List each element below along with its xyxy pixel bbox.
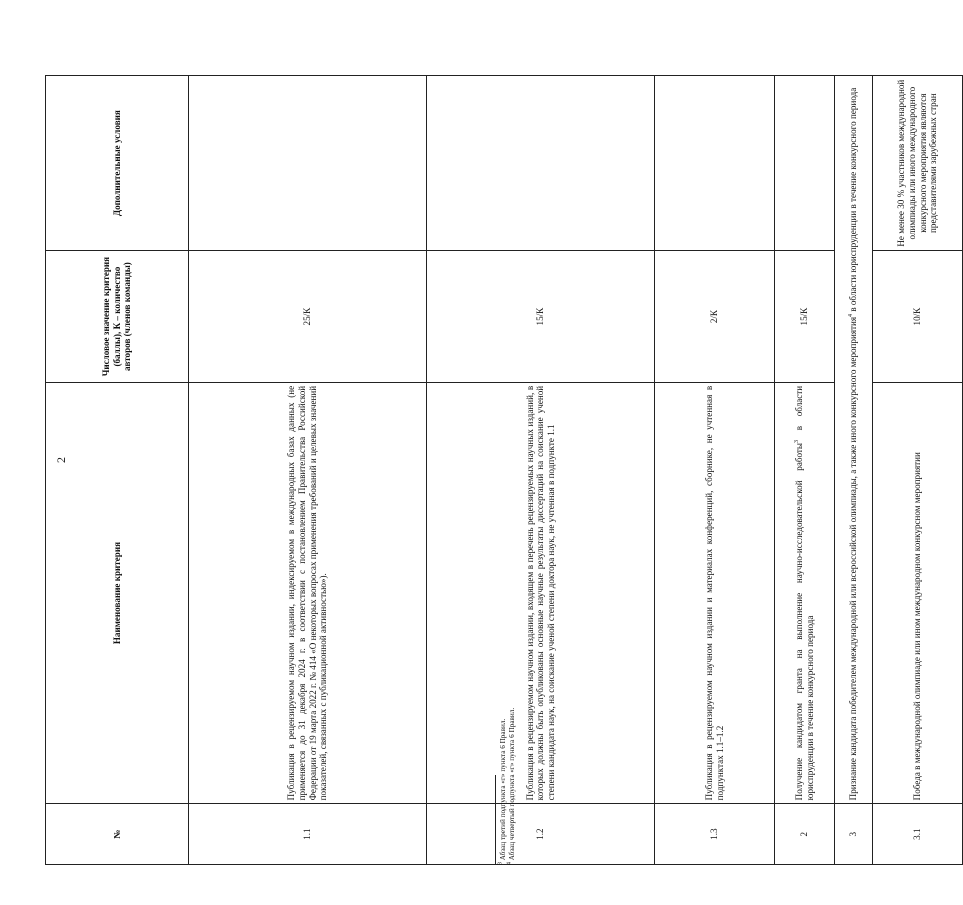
section-title xyxy=(835,76,873,804)
row-number: 1.2 xyxy=(427,804,655,865)
criterion-name xyxy=(775,382,835,803)
criterion-value: 25/К xyxy=(189,251,427,383)
section-title-text: в области юриспруденции в течение конкурсного периода xyxy=(848,87,859,314)
footnotes xyxy=(495,505,516,865)
page-number: 2 xyxy=(54,457,68,463)
criterion-conditions xyxy=(775,76,835,251)
table-row xyxy=(873,76,963,865)
footnote-ref: 3 xyxy=(793,439,800,443)
header-conditions: Дополнительные условия xyxy=(46,76,189,251)
row-number: 2 xyxy=(775,804,835,865)
criterion-name-text: в области юриспруденции в течение конкурсного периода xyxy=(793,385,815,801)
table-row xyxy=(655,76,775,865)
row-number: 1.1 xyxy=(189,804,427,865)
header-name: Наименование критерия xyxy=(46,382,189,803)
footnote xyxy=(508,505,517,865)
criterion-name-text: Получение кандидатом гранта на выполнение научно-исследовательской работы xyxy=(793,442,804,801)
table-section-row xyxy=(835,76,873,865)
criterion-value: 15/К xyxy=(427,251,655,383)
footnote-marker: 3 xyxy=(497,862,504,865)
criterion-name: Публикация в рецензируемом научном издании и материалах конференций, сборнике, не учтенная в подпунктах 1.1–1.2 xyxy=(655,382,775,803)
footnote xyxy=(499,505,508,865)
row-number: 1.3 xyxy=(655,804,775,865)
criterion-conditions xyxy=(655,76,775,251)
table-row xyxy=(427,76,655,865)
table-header-row xyxy=(46,76,189,865)
criterion-value: 10/К xyxy=(873,251,963,383)
rotated-page-content xyxy=(45,75,939,865)
criterion-value: 15/К xyxy=(775,251,835,383)
footnote-text: Абзац четвертый подпункта «г» пункта 6 Правил. xyxy=(507,707,516,862)
table-row xyxy=(189,76,427,865)
footnote-text: Абзац третий подпункта «г» пункта 6 Правил. xyxy=(499,718,507,862)
criterion-name: Публикация в рецензируемом научном издании, индексируемом в международных базах данных (не применяется до 31 декабря 2024 г. в соответствии с постановлением Правительства Российской Федерации от 19 марта 2022 г. № 414 «О некоторых вопросах применения требований и целевых значений показателей, связанных с публикационной активностью»). xyxy=(189,382,427,803)
header-num: № xyxy=(46,804,189,865)
criterion-name: Публикация в рецензируемом научном издании, входящем в перечень рецензируемых научных изданий, в которых должны быть опубликованы основные научные результаты диссертаций на соискание ученой степени кандидата наук, на соискание ученой степени доктора наук, не учтенная в подпункте 1.1 xyxy=(427,382,655,803)
header-value: Числовое значение критерия (баллы), К – количество авторов (членов команды) xyxy=(46,251,189,383)
criterion-name: Победа в международной олимпиаде или ином международном конкурсном мероприятии xyxy=(873,382,963,803)
criterion-conditions xyxy=(427,76,655,251)
row-number: 3 xyxy=(835,804,873,865)
row-number: 3.1 xyxy=(873,804,963,865)
criterion-value: 2/К xyxy=(655,251,775,383)
footnote-divider xyxy=(495,775,496,865)
footnote-marker: 4 xyxy=(506,862,513,865)
criterion-conditions xyxy=(189,76,427,251)
criterion-conditions: Не менее 30 % участников международной олимпиады или иного международного конкурсного мероприятия являются представителями зарубежных стран xyxy=(873,76,963,251)
section-title-text: Признание кандидата победителем международной или всероссийской олимпиады, а также иного конкурсного мероприятия xyxy=(848,316,859,801)
footnote-ref: 4 xyxy=(848,313,855,317)
table-row xyxy=(775,76,835,865)
